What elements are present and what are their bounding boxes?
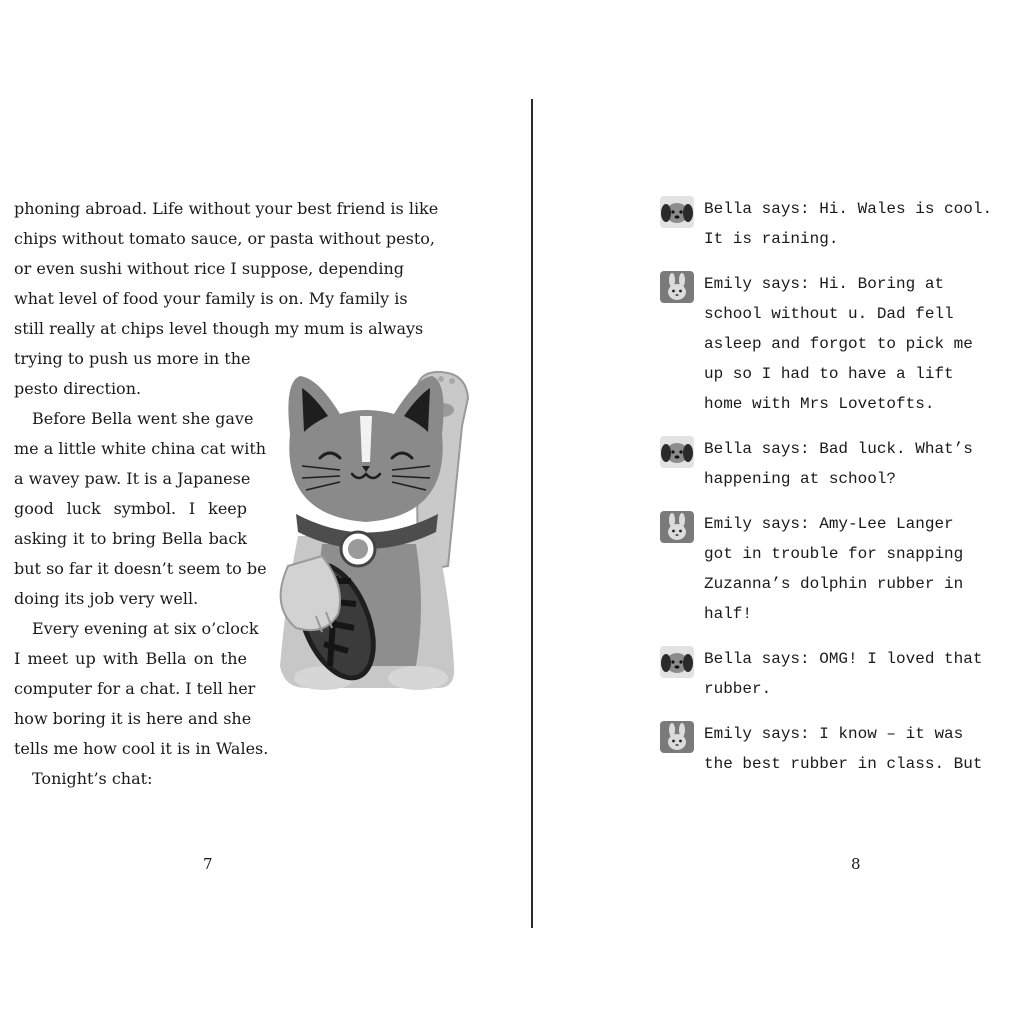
chat-message bbox=[660, 644, 1026, 704]
text-line: chips without tomato sauce, or pasta without pesto, bbox=[14, 229, 435, 248]
chat-line: home with Mrs Lovetofts. bbox=[704, 395, 935, 413]
chat-line: Zuzanna’s dolphin rubber in bbox=[704, 575, 964, 593]
chat-line: Bella says: Bad luck. What’s bbox=[704, 440, 973, 458]
chat-line: up so I had to have a lift bbox=[704, 365, 954, 383]
text-line: good luck symbol. I keep bbox=[14, 499, 247, 518]
chat-message bbox=[660, 194, 1026, 254]
chat-line: Bella says: OMG! I loved that bbox=[704, 650, 983, 668]
chat-message bbox=[660, 719, 1026, 779]
text-line: pesto direction. bbox=[14, 379, 142, 398]
page-divider bbox=[531, 99, 533, 928]
text-line: trying to push us more in the bbox=[14, 349, 251, 368]
chat-line: got in trouble for snapping bbox=[704, 545, 964, 563]
chat-line: It is raining. bbox=[704, 230, 839, 248]
chat-line: Emily says: I know – it was bbox=[704, 725, 964, 743]
text-line: computer for a chat. I tell her bbox=[14, 679, 256, 698]
chat-message bbox=[660, 269, 1026, 419]
chat-line: asleep and forgot to pick me bbox=[704, 335, 973, 353]
text-line: I meet up with Bella on the bbox=[14, 649, 247, 668]
chat-message bbox=[660, 434, 1026, 494]
text-line: Before Bella went she gave bbox=[32, 409, 254, 428]
text-line: how boring it is here and she bbox=[14, 709, 252, 728]
text-line: Every evening at six o’clock bbox=[32, 619, 259, 638]
puppy-avatar-icon bbox=[660, 646, 694, 678]
text-line: doing its job very well. bbox=[14, 589, 199, 608]
lucky-cat-illustration bbox=[266, 366, 472, 694]
text-line: me a little white china cat with bbox=[14, 439, 267, 458]
bunny-avatar-icon bbox=[660, 721, 694, 753]
bunny-avatar-icon bbox=[660, 271, 694, 303]
text-line: asking it to bring Bella back bbox=[14, 529, 247, 548]
chat-line: rubber. bbox=[704, 680, 772, 698]
page-number: 8 bbox=[851, 855, 861, 873]
text-line: phoning abroad. Life without your best friend is like bbox=[14, 199, 439, 218]
text-line: but so far it doesn’t seem to be bbox=[14, 559, 267, 578]
text-line: what level of food your family is on. My family is bbox=[14, 289, 408, 308]
text-line: Tonight’s chat: bbox=[32, 769, 153, 788]
chat-transcript bbox=[660, 194, 1026, 794]
page-number: 7 bbox=[203, 855, 213, 873]
chat-line: Emily says: Hi. Boring at bbox=[704, 275, 945, 293]
text-line: or even sushi without rice I suppose, depending bbox=[14, 259, 404, 278]
text-line: still really at chips level though my mum is always bbox=[14, 319, 424, 338]
text-line: a wavey paw. It is a Japanese bbox=[14, 469, 251, 488]
chat-line: happening at school? bbox=[704, 470, 897, 488]
chat-message bbox=[660, 509, 1026, 629]
text-line: tells me how cool it is in Wales. bbox=[14, 739, 269, 758]
chat-line: the best rubber in class. But bbox=[704, 755, 983, 773]
chat-line: half! bbox=[704, 605, 753, 623]
chat-line: Bella says: Hi. Wales is cool. bbox=[704, 200, 993, 218]
puppy-avatar-icon bbox=[660, 436, 694, 468]
chat-line: school without u. Dad fell bbox=[704, 305, 954, 323]
bunny-avatar-icon bbox=[660, 511, 694, 543]
puppy-avatar-icon bbox=[660, 196, 694, 228]
chat-line: Emily says: Amy-Lee Langer bbox=[704, 515, 954, 533]
